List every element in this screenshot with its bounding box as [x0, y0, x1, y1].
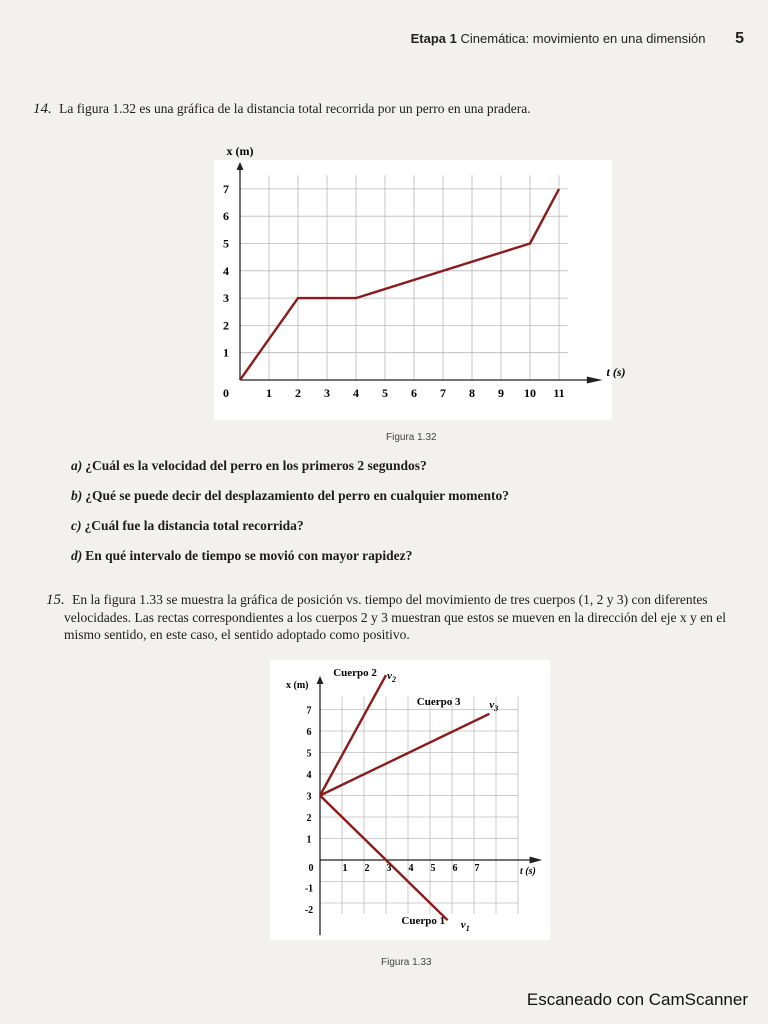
series-label-3: Cuerpo 3: [416, 696, 461, 708]
x-tick-label: 10: [524, 386, 536, 400]
question-text: En qué intervalo de tiempo se movió con mayor rapidez?: [85, 548, 413, 563]
question-b: [71, 488, 711, 518]
x-tick-label: 2: [364, 863, 370, 874]
y-axis-label: x (m): [286, 680, 309, 691]
x-tick-label: 8: [469, 386, 475, 400]
y-tick-label: 4: [306, 770, 312, 781]
y-tick-label: 4: [223, 263, 229, 278]
question-d: [71, 548, 711, 578]
x-tick-label: 9: [498, 386, 504, 400]
y-tick-label: 3: [223, 291, 229, 306]
x-tick-label: 4: [408, 863, 414, 874]
page-header: [411, 30, 744, 48]
y-tick-label: 5: [223, 236, 229, 251]
figure-1-32-chart: [200, 140, 640, 420]
figure-caption: Figura 1.33: [381, 957, 432, 968]
series-velocity-label: $v_2$: [387, 670, 396, 684]
y-tick-label: 1: [306, 834, 312, 846]
series-velocity-label: $v_1$: [460, 919, 470, 933]
question-text: ¿Cuál fue la distancia total recorrida?: [84, 518, 304, 533]
x-axis-label: t (s): [520, 866, 536, 877]
x-tick-label: 7: [474, 863, 480, 874]
questions-list: [71, 458, 711, 578]
question-c: [71, 518, 711, 548]
question-letter: a): [71, 458, 83, 473]
stage-label: Etapa 1: [410, 31, 457, 46]
y-tick-label: 1: [223, 345, 229, 360]
y-tick-label: 5: [306, 748, 312, 760]
x-tick-label: 4: [353, 386, 359, 400]
y-tick-label: 6: [306, 727, 312, 738]
page-number: 5: [735, 30, 744, 47]
x-axis-label: t (s): [606, 365, 626, 379]
x-tick-label: 11: [553, 386, 565, 400]
series-velocity-label: $v_3$: [489, 699, 499, 713]
y-axis-label: x (m): [226, 144, 254, 158]
x-tick-label: 3: [324, 386, 330, 400]
y-tick-label: -2: [304, 905, 314, 916]
x-tick-label: 5: [430, 863, 436, 874]
scanner-watermark: Escaneado con CamScanner: [526, 990, 748, 1009]
figure-caption: Figura 1.32: [386, 432, 437, 443]
series-label-2: Cuerpo 2: [333, 667, 377, 679]
x-tick-label: 7: [440, 386, 446, 400]
problem-15: [38, 591, 738, 643]
question-letter: c): [71, 518, 82, 533]
y-tick-label: 2: [223, 318, 229, 333]
problem-text: En la figura 1.33 se muestra la gráfica de posición vs. tiempo del movimiento de tres cuerpos (1, 2 y 3) con diferentes velocidades. Las rectas correspondientes a los cuerpos 2 y 3 muestran que estos se mueven en la dirección del eje x y en el mismo sentido, en este caso, el sentido adoptado como positivo.: [64, 592, 727, 642]
x-tick-label: 1: [342, 863, 348, 874]
problem-text: La figura 1.32 es una gráfica de la distancia total recorrida por un perro en una pradera.: [59, 101, 531, 116]
problem-number: 14.: [33, 101, 52, 117]
x-tick-label: 0: [308, 863, 314, 874]
y-tick-label: 7: [223, 181, 229, 196]
y-tick-label: -1: [304, 883, 314, 895]
x-tick-label: 3: [386, 863, 392, 874]
question-text: ¿Qué se puede decir del desplazamiento del perro en cualquier momento?: [85, 488, 509, 503]
problem-14: [33, 100, 733, 118]
question-letter: b): [71, 488, 83, 503]
series-label-1: Cuerpo 1: [401, 915, 446, 927]
y-tick-label: 3: [306, 791, 312, 803]
x-tick-label: 6: [411, 386, 417, 400]
x-tick-label: 1: [266, 386, 272, 400]
x-tick-label: 2: [295, 386, 301, 400]
chapter-title: Cinemática: movimiento en una dimensión: [460, 31, 706, 46]
y-tick-label: 2: [306, 813, 312, 824]
x-tick-label: 6: [452, 863, 458, 874]
question-letter: d): [71, 548, 83, 563]
question-text: ¿Cuál es la velocidad del perro en los primeros 2 segundos?: [85, 458, 427, 473]
y-tick-label: 6: [223, 209, 229, 224]
y-tick-label: 7: [306, 705, 312, 717]
plot-background: [270, 660, 550, 940]
problem-number: 15.: [46, 592, 65, 608]
x-tick-label: 0: [223, 386, 229, 400]
figure-1-33-chart: [270, 660, 550, 940]
question-a: [71, 458, 711, 488]
x-tick-label: 5: [382, 386, 388, 400]
